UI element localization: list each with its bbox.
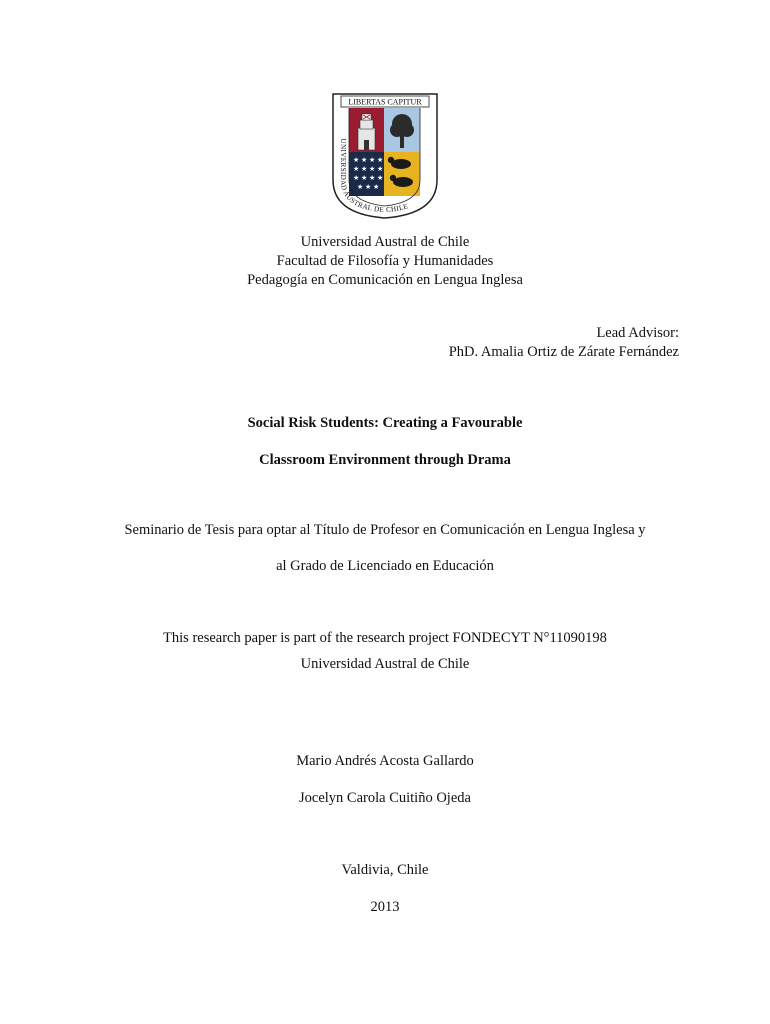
crest-motto: LIBERTAS CAPITUR	[348, 97, 422, 107]
svg-text:★: ★	[369, 156, 376, 164]
advisor-label: Lead Advisor:	[596, 325, 679, 341]
year: 2013	[370, 899, 400, 915]
svg-text:★: ★	[353, 156, 360, 164]
advisor-name: PhD. Amalia Ortiz de Zárate Fernández	[448, 344, 679, 360]
university-name: Universidad Austral de Chile	[300, 234, 470, 250]
project-line2: Universidad Austral de Chile	[300, 656, 470, 672]
degree-line2: al Grado de Licenciado en Educación	[276, 558, 494, 574]
crest-ring-text: UNIVERSIDAD AUSTRAL DE CHILE	[338, 138, 410, 215]
svg-text:★: ★	[361, 165, 368, 173]
thesis-title-line1: Social Risk Students: Creating a Favourable	[247, 415, 523, 431]
author-1: Mario Andrés Acosta Gallardo	[296, 753, 474, 769]
university-crest-logo	[331, 92, 439, 220]
svg-text:★: ★	[377, 156, 384, 164]
svg-text:★: ★	[357, 183, 364, 191]
svg-text:★: ★	[361, 156, 368, 164]
svg-text:★: ★	[369, 165, 376, 173]
place: Valdivia, Chile	[341, 862, 429, 878]
project-line1: This research paper is part of the research project FONDECYT N°11090198	[163, 630, 607, 646]
svg-text:★: ★	[377, 174, 384, 182]
thesis-title-line2: Classroom Environment through Drama	[259, 452, 511, 468]
degree-line1: Seminario de Tesis para optar al Título de Profesor en Comunicación en Lengua Inglesa y	[124, 522, 646, 538]
svg-text:★: ★	[377, 165, 384, 173]
svg-text:★: ★	[369, 174, 376, 182]
svg-text:★: ★	[353, 165, 360, 173]
program-name: Pedagogía en Comunicación en Lengua Inglesa	[247, 272, 523, 288]
svg-text:★: ★	[365, 183, 372, 191]
faculty-name: Facultad de Filosofía y Humanidades	[276, 253, 494, 269]
svg-text:★: ★	[373, 183, 380, 191]
svg-text:★: ★	[353, 174, 360, 182]
author-2: Jocelyn Carola Cuitiño Ojeda	[299, 790, 471, 806]
svg-text:★: ★	[361, 174, 368, 182]
